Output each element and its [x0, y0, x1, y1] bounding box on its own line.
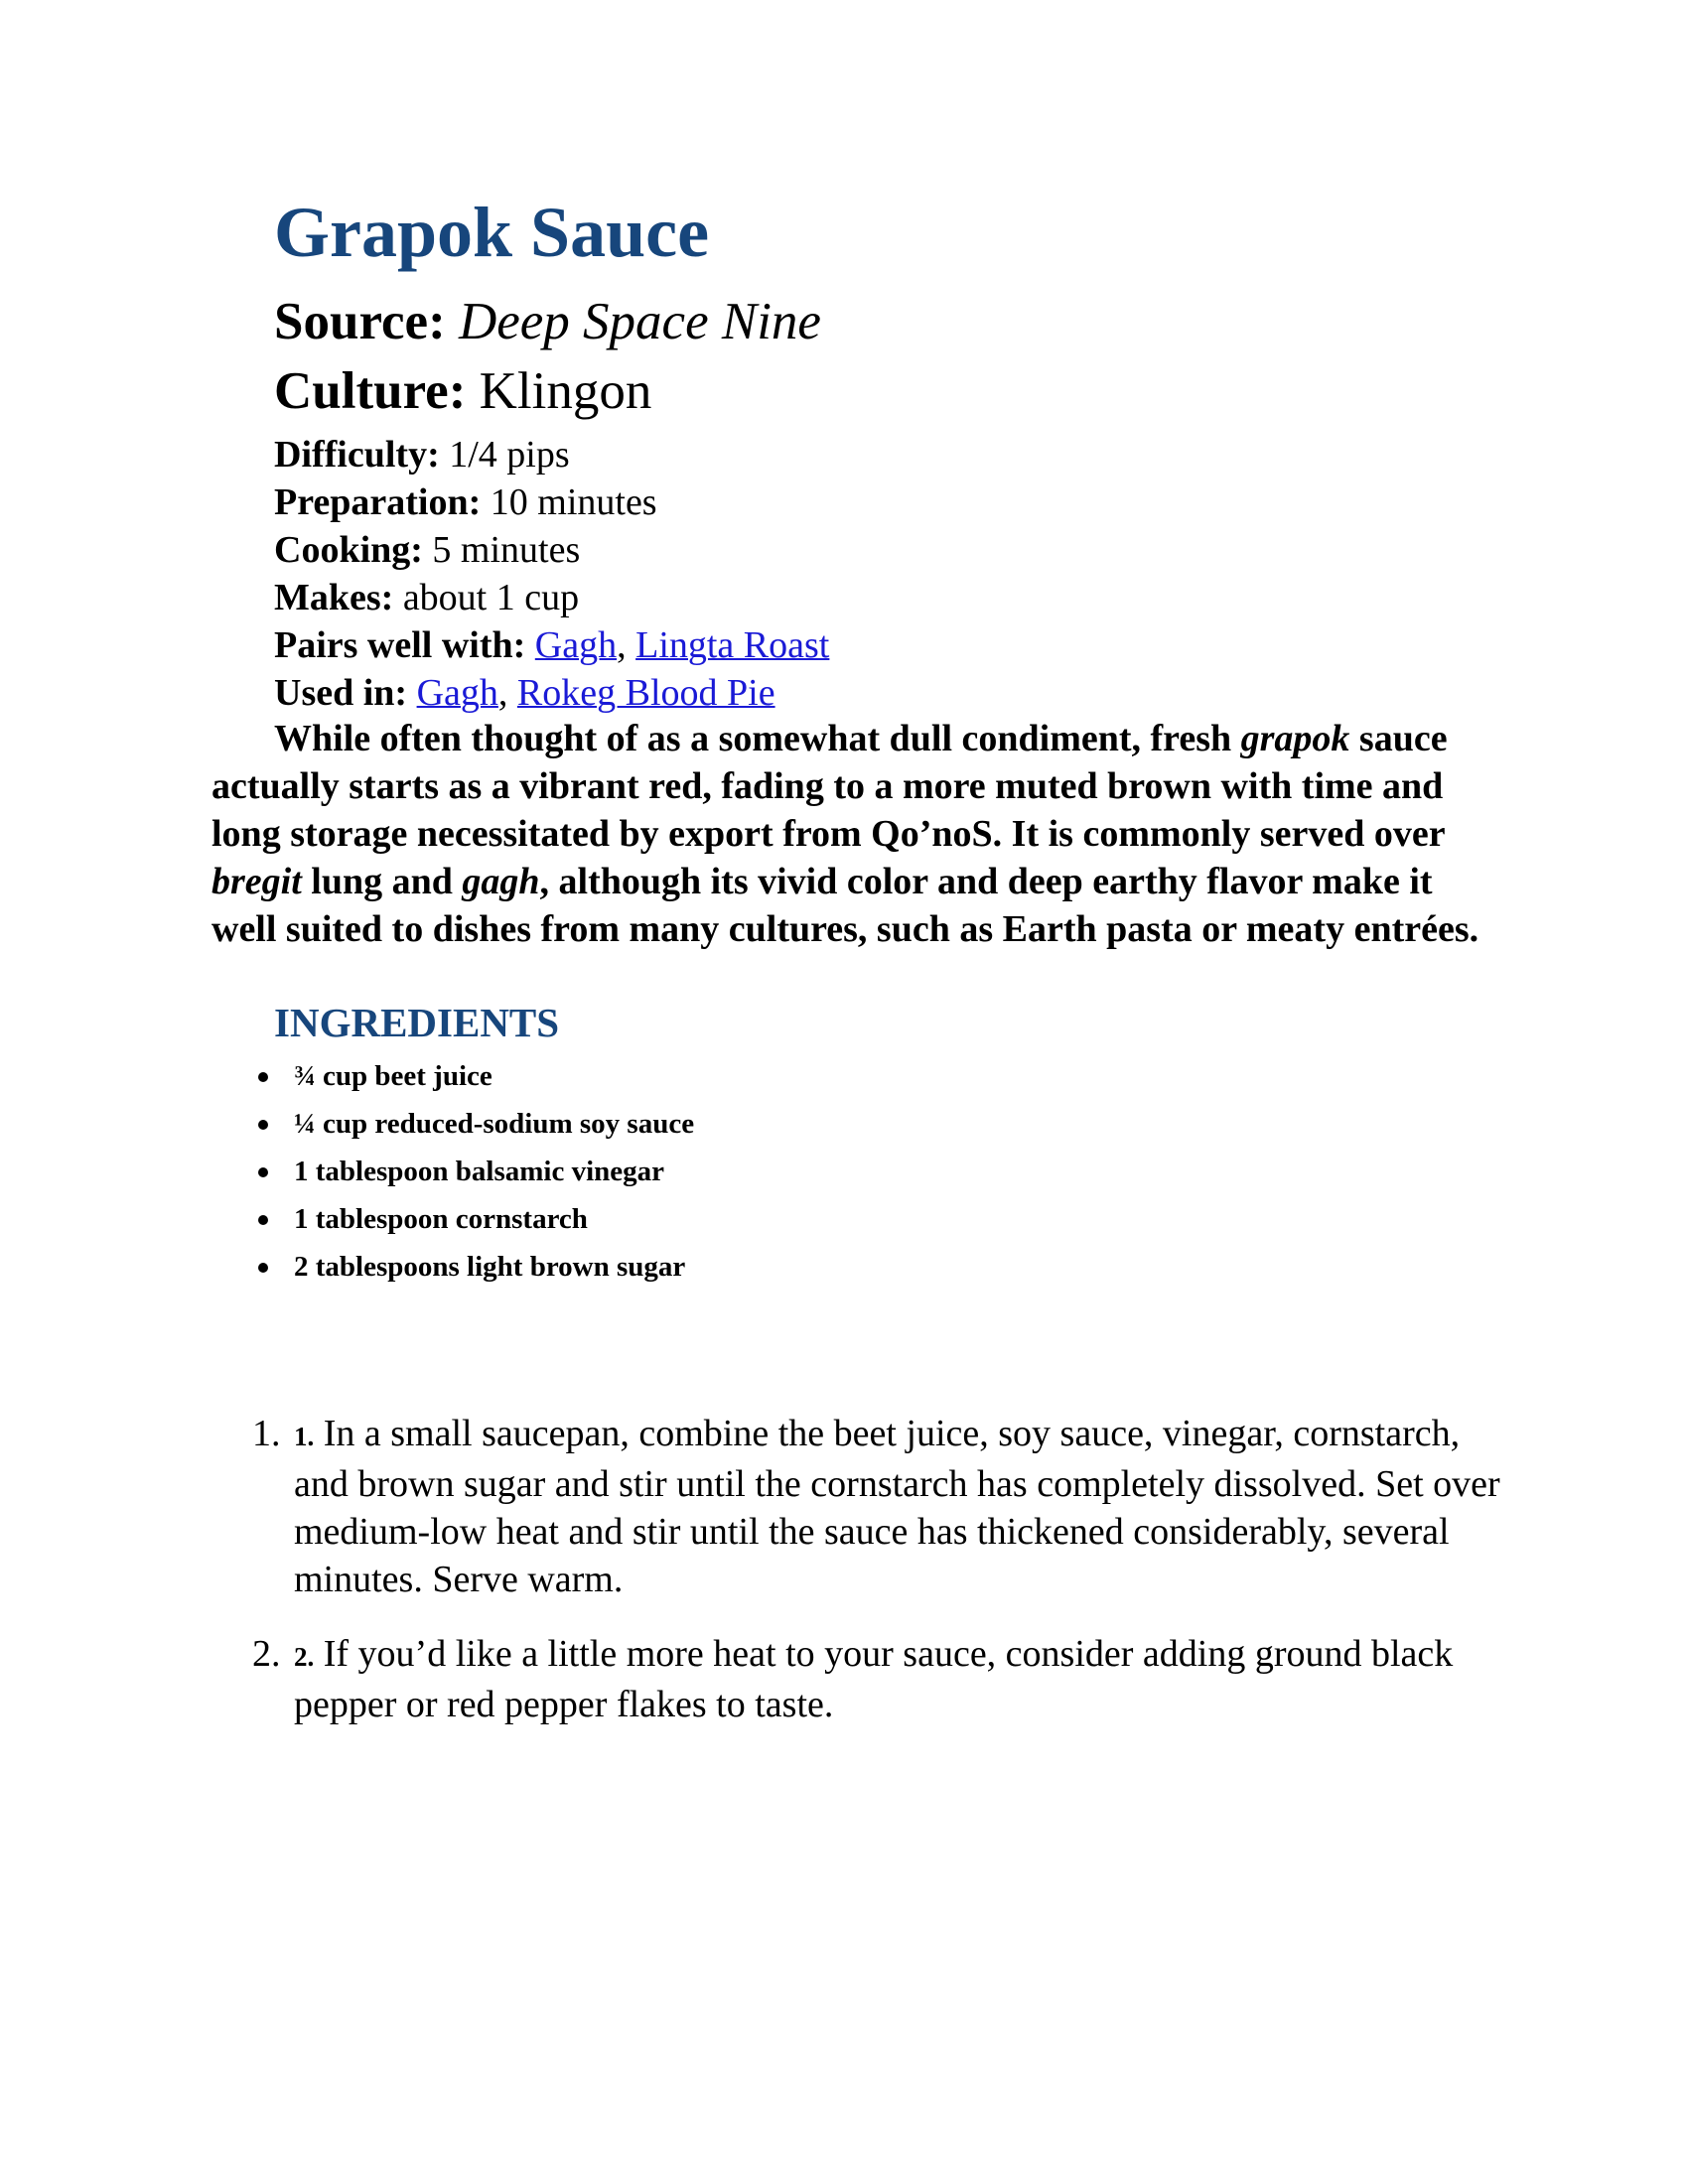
ingredient-item: 1 tablespoon balsamic vinegar [256, 1148, 694, 1195]
used-in-line [274, 669, 829, 717]
page-title: Grapok Sauce [274, 193, 710, 272]
difficulty-label: Difficulty: [274, 434, 440, 476]
steps-list [252, 1410, 1503, 1755]
used-in-label: Used in: [274, 672, 408, 714]
culture-line [274, 362, 652, 420]
preparation-label: Preparation: [274, 481, 482, 523]
pairs-link-lingta-roast[interactable]: Lingta Roast [635, 624, 830, 666]
used-in-link-rokeg-blood-pie[interactable]: Rokeg Blood Pie [516, 672, 775, 714]
step-item [252, 1410, 1503, 1603]
step-sub-number: 2. [294, 1642, 315, 1672]
intro-text-2: sauce actually starts as a vibrant red, fading to a more muted brown with time and long storage necessitated by export from Qo’noS. It is commonly served over [211, 718, 1448, 855]
cooking-value: 5 minutes [432, 529, 581, 571]
intro-em-grapok: grapok [1240, 718, 1350, 759]
ingredients-list [256, 1052, 694, 1291]
source-value: Deep Space Nine [458, 293, 821, 350]
used-in-link-gagh[interactable]: Gagh [416, 672, 498, 714]
step-sub-number: 1. [294, 1422, 315, 1451]
makes-line [274, 574, 829, 621]
cooking-label: Cooking: [274, 529, 423, 571]
pairs-label: Pairs well with: [274, 624, 526, 666]
preparation-value: 10 minutes [490, 481, 657, 523]
ingredient-item: 1 tablespoon cornstarch [256, 1195, 694, 1243]
difficulty-line [274, 431, 829, 478]
step-number: 2. [252, 1633, 281, 1675]
makes-value: about 1 cup [402, 577, 580, 618]
recipe-meta-list [274, 431, 829, 717]
culture-label: Culture: [274, 362, 467, 420]
intro-paragraph [211, 715, 1492, 953]
ingredient-item: 2 tablespoons light brown sugar [256, 1243, 694, 1291]
ingredients-heading: INGREDIENTS [274, 1000, 560, 1045]
pairs-link-gagh[interactable]: Gagh [534, 624, 618, 666]
ingredient-item: ¾ cup beet juice [256, 1052, 694, 1100]
makes-label: Makes: [274, 577, 394, 618]
intro-em-gagh: gagh [462, 861, 540, 902]
preparation-line [274, 478, 829, 526]
intro-text-1: While often thought of as a somewhat dull condiment, fresh [274, 718, 1241, 759]
step-text: If you’d like a little more heat to your sauce, consider adding ground black pepper or red pepper flakes to taste. [294, 1633, 1454, 1725]
cooking-line [274, 526, 829, 574]
ingredient-item: ¼ cup reduced-sodium soy sauce [256, 1100, 694, 1148]
step-number: 1. [252, 1413, 281, 1454]
intro-text-3: lung and [301, 861, 463, 902]
step-text: In a small saucepan, combine the beet juice, soy sauce, vinegar, cornstarch, and brown sugar and stir until the cornstarch has completely dissolved. Set over medium-low heat and stir until the sauce has thickened considerably, several minutes. Serve warm. [294, 1413, 1500, 1600]
pairs-line [274, 621, 829, 669]
source-line [274, 293, 821, 350]
pairs-separator: , [617, 624, 636, 666]
source-label: Source: [274, 293, 446, 350]
difficulty-value: 1/4 pips [449, 434, 570, 476]
intro-em-bregit: bregit [211, 861, 302, 902]
step-item [252, 1630, 1503, 1728]
used-in-separator: , [497, 672, 517, 714]
culture-value: Klingon [479, 362, 652, 420]
intro-text-4: , although its vivid color and deep earthy flavor make it well suited to dishes from many cultures, such as Earth pasta or meaty entrées. [211, 861, 1479, 950]
